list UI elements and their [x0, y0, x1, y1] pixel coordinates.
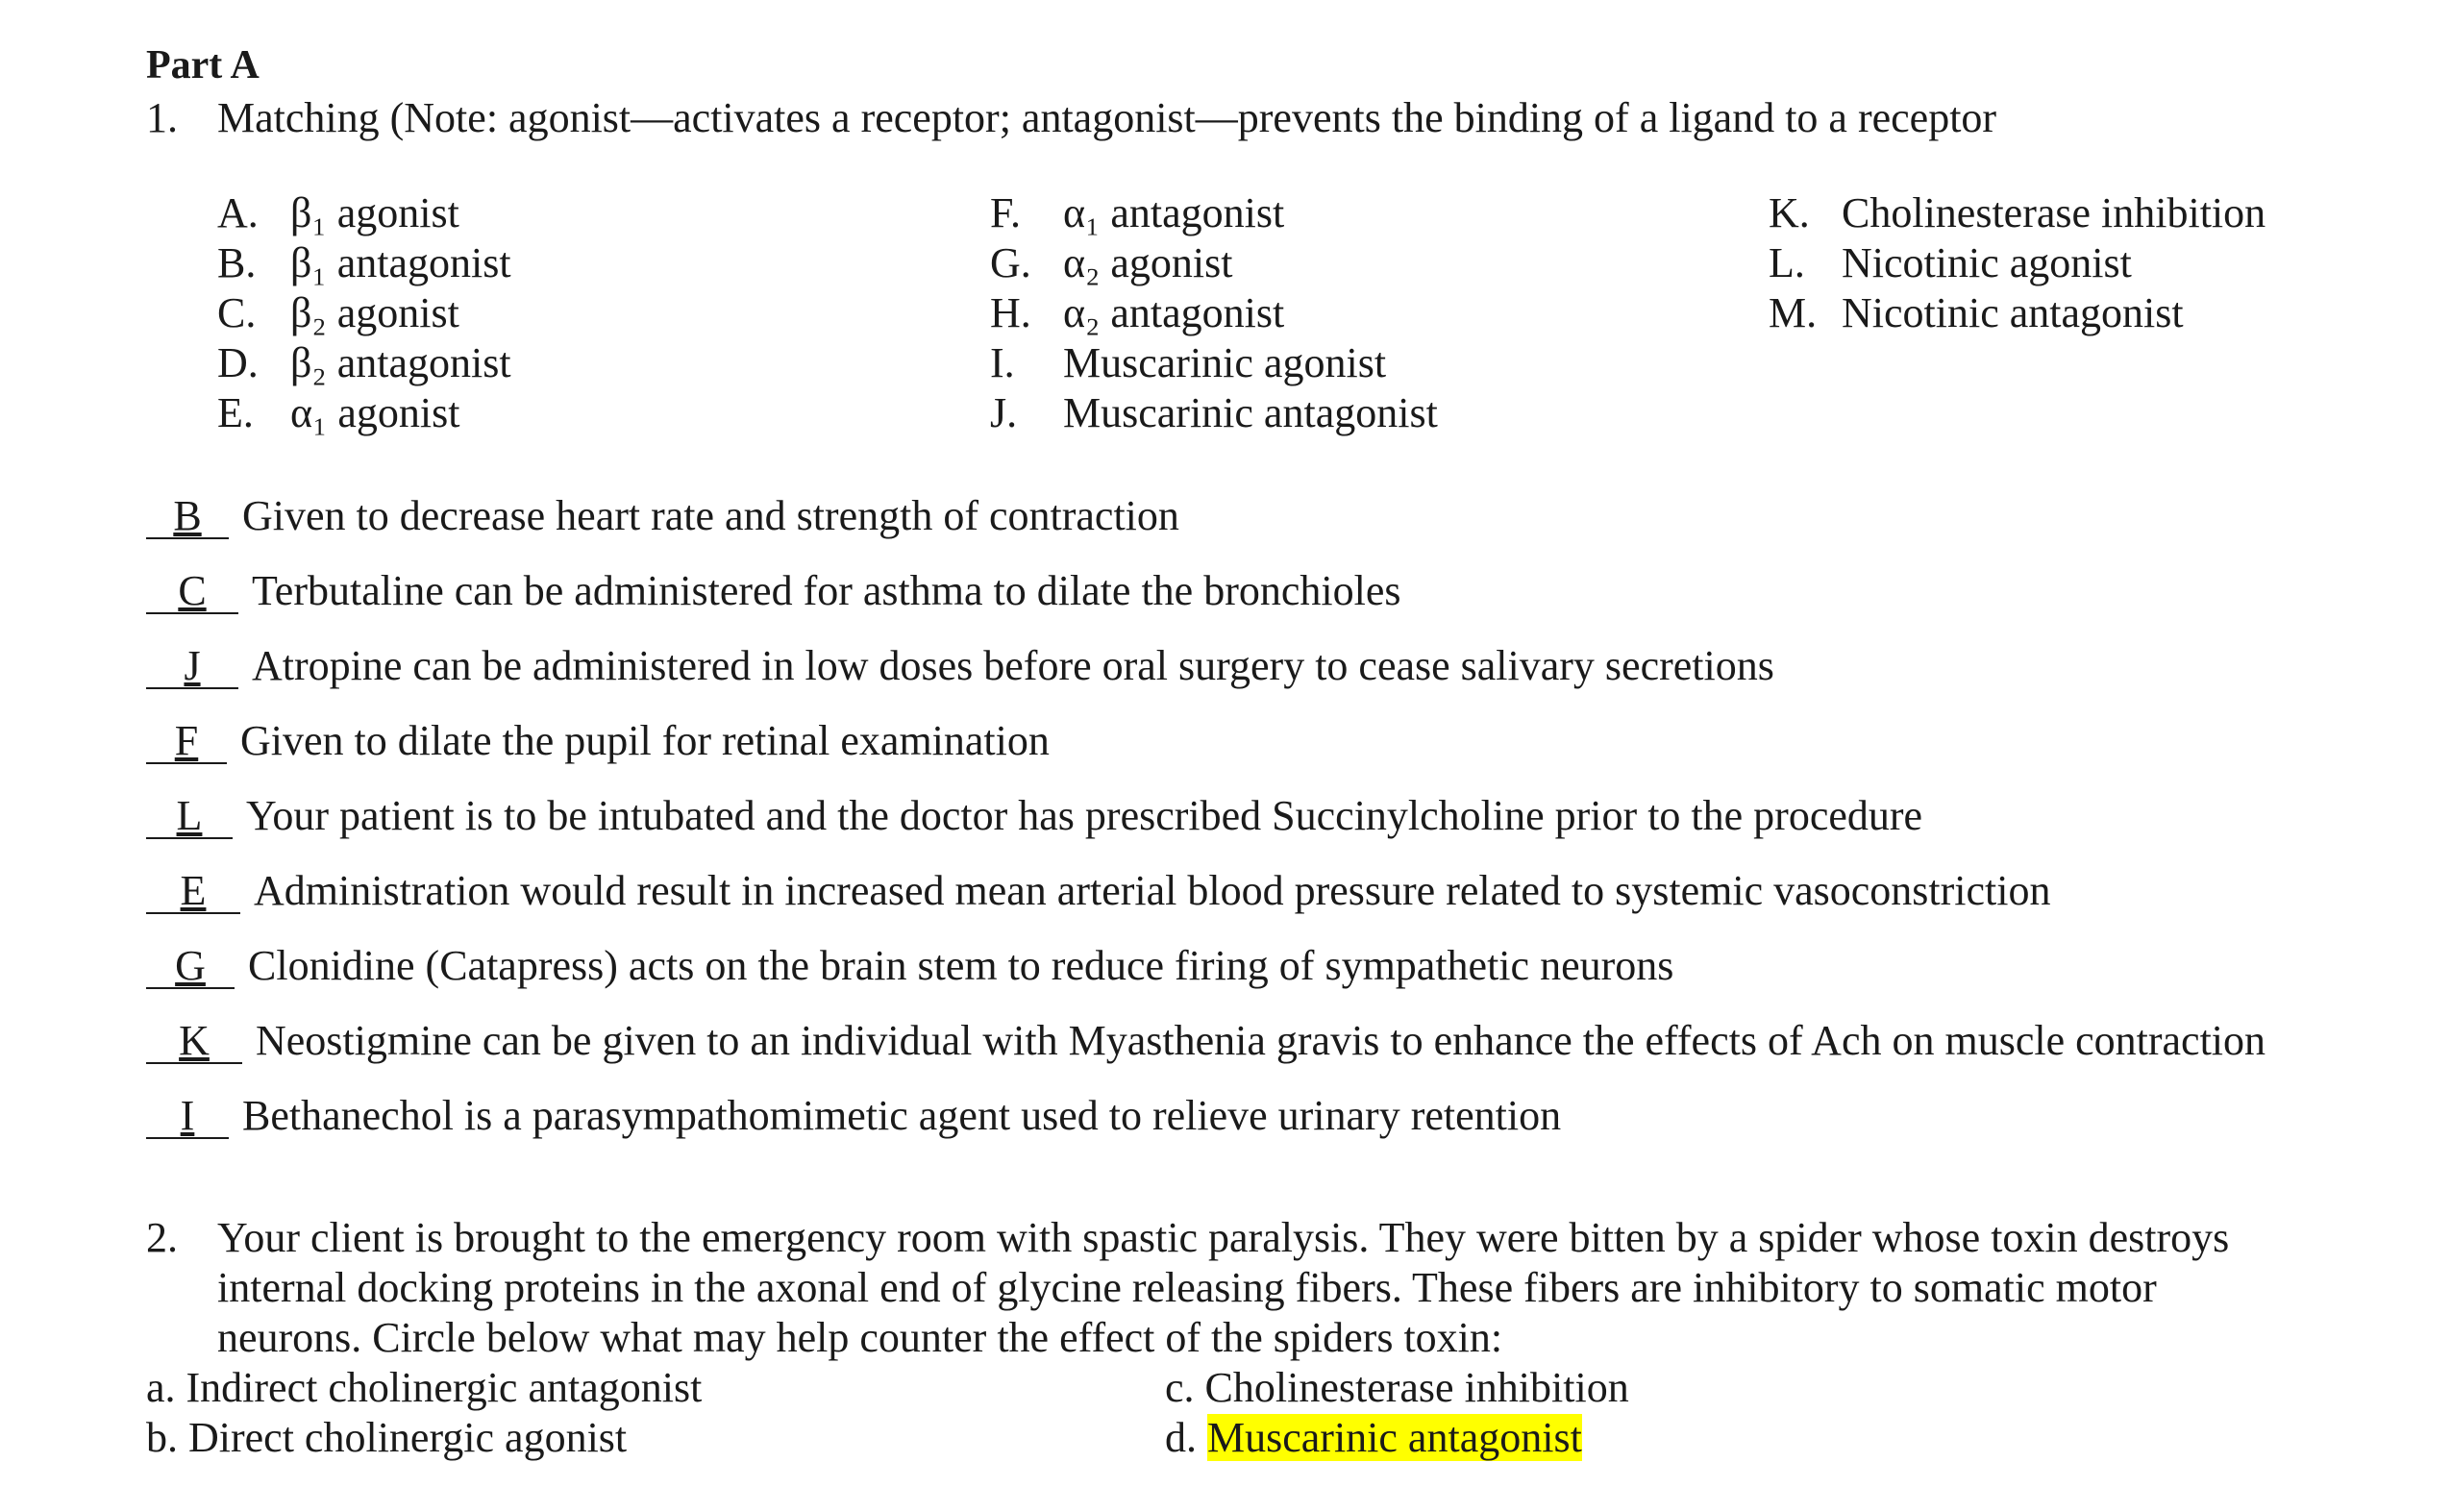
option-g — [990, 238, 1438, 288]
matching-item — [146, 563, 2265, 638]
question-1-prompt — [146, 90, 1996, 146]
option-letter: I. — [990, 339, 1015, 386]
item-text: Your patient is to be intubated and the doctor has prescribed Succinylcholine prior to the procedure — [246, 792, 1923, 839]
answer-blank[interactable] — [146, 942, 235, 989]
answer-letter: G — [175, 942, 206, 989]
option-text: α₁ antagonist — [1063, 189, 1285, 236]
matching-item — [146, 863, 2265, 938]
choice-c[interactable]: c. Cholinesterase inhibition — [1165, 1364, 1629, 1411]
question-1-number: 1. — [146, 94, 178, 141]
option-l — [1769, 238, 2265, 288]
options-column-1 — [217, 188, 511, 438]
item-text: Clonidine (Catapress) acts on the brain stem to reduce firing of sympathetic neurons — [248, 942, 1674, 989]
option-f — [990, 188, 1438, 238]
answer-letter: B — [173, 492, 202, 539]
option-m — [1769, 288, 2265, 338]
option-a — [217, 188, 511, 238]
question-2-line: internal docking proteins in the axonal end of glycine releasing fibers. These fibers are inhibitory to somatic motor — [217, 1264, 2157, 1311]
option-c — [217, 288, 511, 338]
item-text: Given to dilate the pupil for retinal examination — [240, 717, 1050, 764]
option-k — [1769, 188, 2265, 238]
option-text: α₂ antagonist — [1063, 289, 1285, 336]
option-d — [217, 338, 511, 388]
option-letter: K. — [1769, 189, 1810, 236]
answer-letter: J — [184, 642, 201, 689]
matching-item — [146, 488, 2265, 563]
item-text: Terbutaline can be administered for asthma to dilate the bronchioles — [252, 567, 1401, 614]
option-letter: B. — [217, 239, 257, 286]
options-column-3 — [1769, 188, 2265, 338]
matching-item — [146, 638, 2265, 713]
item-text: Atropine can be administered in low doses before oral surgery to cease salivary secretions — [252, 642, 1774, 689]
part-heading: Part A — [146, 43, 260, 87]
option-h — [990, 288, 1438, 338]
choice-a[interactable]: a. Indirect cholinergic antagonist — [146, 1364, 703, 1411]
matching-item — [146, 1013, 2265, 1088]
answer-blank[interactable] — [146, 717, 227, 764]
option-letter: E. — [217, 389, 254, 436]
answer-blank[interactable] — [146, 867, 240, 914]
option-e — [217, 388, 511, 438]
option-text: β₁ agonist — [290, 189, 459, 236]
option-text: β₂ agonist — [290, 289, 459, 336]
item-text: Administration would result in increased mean arterial blood pressure related to systemic vasoconstriction — [254, 867, 2051, 914]
choice-d[interactable] — [1165, 1413, 1582, 1463]
matching-item — [146, 1088, 2265, 1163]
question-2-line: neurons. Circle below what may help counter the effect of the spiders toxin: — [217, 1314, 1503, 1361]
option-j — [990, 388, 1438, 438]
matching-item — [146, 788, 2265, 863]
answer-blank[interactable] — [146, 492, 229, 539]
answer-blank[interactable] — [146, 1092, 229, 1139]
answer-blank[interactable] — [146, 567, 238, 614]
answer-letter: C — [178, 567, 207, 614]
option-text: Cholinesterase inhibition — [1842, 189, 2266, 236]
option-letter: A. — [217, 189, 259, 236]
question-2-line — [146, 1213, 2338, 1263]
answer-letter: L — [176, 792, 203, 839]
option-text: β₂ antagonist — [290, 339, 511, 386]
answer-blank[interactable] — [146, 1017, 242, 1064]
answer-letter: E — [180, 867, 207, 914]
option-i — [990, 338, 1438, 388]
answer-blank[interactable] — [146, 642, 238, 689]
options-column-2 — [990, 188, 1438, 438]
option-text: α₂ agonist — [1063, 239, 1233, 286]
question-2-number: 2. — [146, 1214, 178, 1261]
option-text: Muscarinic antagonist — [1063, 389, 1438, 436]
option-text: Nicotinic agonist — [1842, 239, 2132, 286]
option-text: α₁ agonist — [290, 389, 460, 436]
option-letter: G. — [990, 239, 1031, 286]
option-b — [217, 238, 511, 288]
answer-blank[interactable] — [146, 792, 233, 839]
option-text: Muscarinic agonist — [1063, 339, 1387, 386]
highlighted-answer: Muscarinic antagonist — [1207, 1414, 1582, 1461]
option-letter: H. — [990, 289, 1031, 336]
option-letter: D. — [217, 339, 259, 386]
matching-item — [146, 938, 2265, 1013]
option-text: β₁ antagonist — [290, 239, 511, 286]
option-letter: F. — [990, 189, 1021, 236]
option-text: Nicotinic antagonist — [1842, 289, 2184, 336]
choice-d-prefix: d. — [1165, 1414, 1207, 1461]
answer-letter: I — [180, 1092, 195, 1139]
answer-letter: F — [174, 717, 199, 764]
option-letter: M. — [1769, 289, 1818, 336]
item-text: Given to decrease heart rate and strength of contraction — [242, 492, 1179, 539]
question-2-text: Your client is brought to the emergency room with spastic paralysis. They were bitten by a spider whose toxin destroys — [217, 1214, 2230, 1261]
option-letter: C. — [217, 289, 257, 336]
option-letter: J. — [990, 389, 1018, 436]
matching-item — [146, 713, 2265, 788]
item-text: Bethanechol is a parasympathomimetic agent used to relieve urinary retention — [242, 1092, 1562, 1139]
answer-letter: K — [179, 1017, 210, 1064]
matching-items — [146, 488, 2265, 1163]
item-text: Neostigmine can be given to an individual with Myasthenia gravis to enhance the effects of Ach on muscle contraction — [256, 1017, 2266, 1064]
question-2 — [146, 1213, 2338, 1363]
choice-b[interactable]: b. Direct cholinergic agonist — [146, 1414, 628, 1461]
option-letter: L. — [1769, 239, 1805, 286]
question-1-text: Matching (Note: agonist—activates a receptor; antagonist—prevents the binding of a ligand to a receptor — [217, 94, 1997, 141]
